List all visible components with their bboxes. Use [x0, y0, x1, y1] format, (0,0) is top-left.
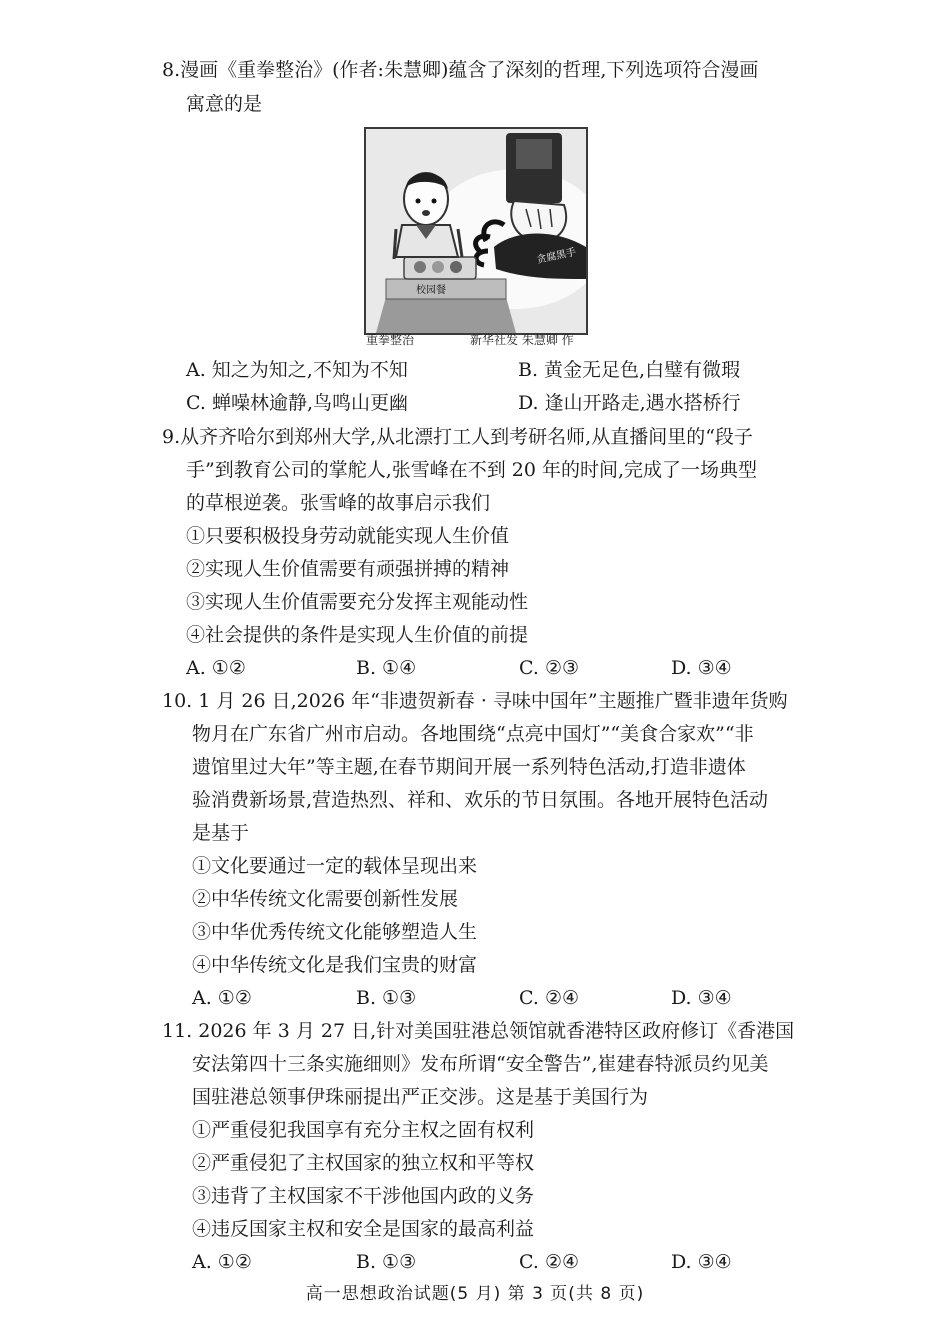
q11-item-4: ④违反国家主权和安全是国家的最高利益	[192, 1218, 535, 1240]
q11-stem-line-2: 安法第四十三条实施细则》发布所谓“安全警告”,崔建春特派员约见美	[192, 1053, 769, 1075]
cartoon-sleeve-label: 贪腐黑手	[535, 246, 578, 266]
q9-stem-line-3: 的草根逆袭。张雪峰的故事启示我们	[186, 492, 491, 514]
cartoon-illustration	[364, 127, 588, 335]
q11-item-2: ②严重侵犯了主权国家的独立权和平等权	[192, 1152, 535, 1174]
q10-option-a[interactable]: A. ①②	[192, 987, 252, 1009]
q8-stem-line-2: 寓意的是	[186, 93, 263, 115]
q10-stem-line-3: 遗馆里过大年”等主题,在春节期间开展一系列特色活动,打造非遗体	[192, 756, 746, 778]
q9-stem-line-1: 9.从齐齐哈尔到郑州大学,从北漂打工人到考研名师,从直播间里的“段子	[162, 426, 753, 448]
q10-stem-line-1: 10. 1 月 26 日,2026 年“非遗贺新春 · 寻味中国年”主题推广暨非遗年货购	[162, 690, 788, 712]
q10-stem-line-2: 物月在广东省广州市启动。各地围绕“点亮中国灯”“美食合家欢”“非	[192, 723, 754, 745]
cartoon-caption-title: 重拳整治	[366, 333, 415, 347]
q10-option-d[interactable]: D. ③④	[671, 987, 732, 1009]
q10-stem-line-5: 是基于	[192, 822, 250, 844]
q9-item-3: ③实现人生价值需要充分发挥主观能动性	[186, 591, 529, 613]
q9-option-b[interactable]: B. ①④	[356, 657, 417, 679]
q8-option-b[interactable]: B. 黄金无足色,白璧有微瑕	[518, 359, 741, 381]
q11-option-c[interactable]: C. ②④	[519, 1251, 580, 1273]
q9-item-4: ④社会提供的条件是实现人生价值的前提	[186, 624, 529, 646]
q10-item-4: ④中华传统文化是我们宝贵的财富	[192, 954, 478, 976]
q11-item-1: ①严重侵犯我国享有充分主权之固有权利	[192, 1119, 535, 1141]
q11-option-d[interactable]: D. ③④	[671, 1251, 732, 1273]
cartoon-caption-credit: 新华社发 朱慧卿 作	[470, 333, 574, 347]
page-footer: 高一思想政治试题(5 月) 第 3 页(共 8 页)	[305, 1284, 645, 1304]
cartoon-desk-label: 校园餐	[416, 285, 446, 296]
q10-option-c[interactable]: C. ②④	[519, 987, 580, 1009]
q10-item-3: ③中华优秀传统文化能够塑造人生	[192, 921, 478, 943]
q9-option-a[interactable]: A. ①②	[186, 657, 246, 679]
q9-item-2: ②实现人生价值需要有顽强拼搏的精神	[186, 558, 510, 580]
q8-option-a[interactable]: A. 知之为知之,不知为不知	[186, 359, 408, 381]
q10-item-1: ①文化要通过一定的载体呈现出来	[192, 855, 478, 877]
q11-item-3: ③违背了主权国家不干涉他国内政的义务	[192, 1185, 535, 1207]
q8-option-c[interactable]: C. 蝉噪林逾静,鸟鸣山更幽	[186, 392, 408, 414]
q11-stem-line-1: 11. 2026 年 3 月 27 日,针对美国驻港总领馆就香港特区政府修订《香港国	[162, 1020, 795, 1042]
q11-option-a[interactable]: A. ①②	[192, 1251, 252, 1273]
q9-option-c[interactable]: C. ②③	[519, 657, 580, 679]
q11-stem-line-3: 国驻港总领事伊珠丽提出严正交涉。这是基于美国行为	[192, 1086, 649, 1108]
q9-option-d[interactable]: D. ③④	[671, 657, 732, 679]
q9-item-1: ①只要积极投身劳动就能实现人生价值	[186, 525, 510, 547]
q11-option-b[interactable]: B. ①③	[356, 1251, 417, 1273]
q8-option-d[interactable]: D. 逢山开路走,遇水搭桥行	[518, 392, 741, 414]
q10-item-2: ②中华传统文化需要创新性发展	[192, 888, 459, 910]
q9-stem-line-2: 手”到教育公司的掌舵人,张雪峰在不到 20 年的时间,完成了一场典型	[186, 459, 758, 481]
q8-stem-line-1: 8.漫画《重拳整治》(作者:朱慧卿)蕴含了深刻的哲理,下列选项符合漫画	[162, 59, 759, 81]
q10-option-b[interactable]: B. ①③	[356, 987, 417, 1009]
q10-stem-line-4: 验消费新场景,营造热烈、祥和、欢乐的节日氛围。各地开展特色活动	[192, 789, 769, 811]
